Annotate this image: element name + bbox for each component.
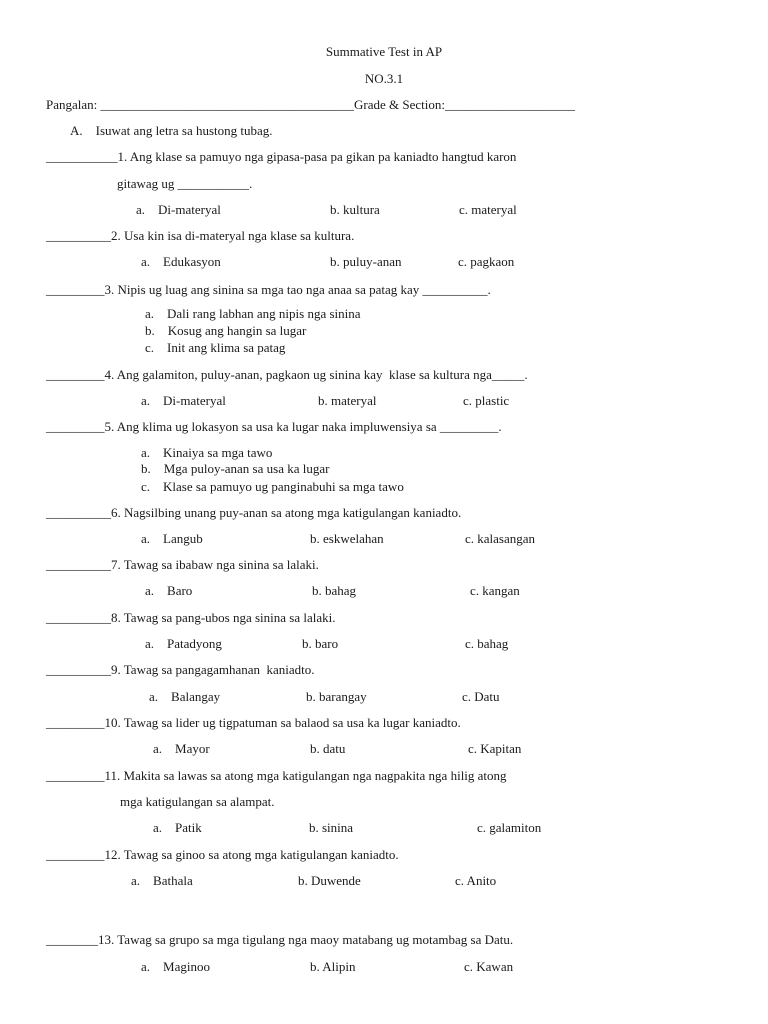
- question-4: _________4. Ang galamiton, puluy-anan, pagkaon ug sinina kay klase sa kultura nga_____.: [46, 367, 528, 382]
- question-7-choice-a: a. Baro: [145, 583, 193, 598]
- question-12: _________12. Tawag sa ginoo sa atong mga katigulangan kaniadto.: [46, 847, 399, 862]
- question-2: __________2. Usa kin isa di-materyal nga klase sa kultura.: [46, 228, 355, 243]
- question-8-choice-b: b. baro: [302, 636, 339, 651]
- question-5-choice-c: c. Klase sa pamuyo ug panginabuhi sa mga tawo: [141, 479, 404, 494]
- question-10-choice-c: c. Kapitan: [468, 741, 522, 756]
- question-13-choice-b: b. Alipin: [310, 959, 356, 974]
- question-4-choice-c: c. plastic: [463, 393, 510, 408]
- question-6: __________6. Nagsilbing unang puy-anan sa atong mga katigulangan kaniadto.: [46, 505, 462, 520]
- question-7-choice-b: b. bahag: [312, 583, 357, 598]
- question-12-choice-b: b. Duwende: [298, 873, 361, 888]
- name-grade-line: Pangalan: _______________________________________Grade & Section:____________________: [46, 97, 575, 112]
- question-8-choice-c: c. bahag: [465, 636, 509, 651]
- question-11-continuation: mga katigulangan sa alampat.: [120, 794, 275, 809]
- question-9: __________9. Tawag sa pangagamhanan kaniadto.: [46, 662, 315, 677]
- question-1-choice-a: a. Di-materyal: [136, 202, 221, 217]
- question-11-choice-a: a. Patik: [153, 820, 202, 835]
- question-8: __________8. Tawag sa pang-ubos nga sinina sa lalaki.: [46, 610, 336, 625]
- question-8-choice-a: a. Patadyong: [145, 636, 222, 651]
- question-9-choice-c: c. Datu: [462, 689, 500, 704]
- question-11: _________11. Makita sa lawas sa atong mga katigulangan nga nagpakita nga hilig atong: [46, 768, 507, 783]
- question-1-choice-c: c. materyal: [459, 202, 517, 217]
- question-1-choice-b: b. kultura: [330, 202, 380, 217]
- question-10: _________10. Tawag sa lider ug tigpatuman sa balaod sa usa ka lugar kaniadto.: [46, 715, 461, 730]
- question-6-choice-b: b. eskwelahan: [310, 531, 384, 546]
- question-3: _________3. Nipis ug luag ang sinina sa mga tao nga anaa sa patag kay __________.: [46, 282, 491, 297]
- question-13-choice-a: a. Maginoo: [141, 959, 210, 974]
- question-4-choice-a: a. Di-materyal: [141, 393, 226, 408]
- question-11-choice-b: b. sinina: [309, 820, 354, 835]
- question-12-choice-a: a. Bathala: [131, 873, 193, 888]
- question-6-choice-a: a. Langub: [141, 531, 203, 546]
- question-3-choice-a: a. Dali rang labhan ang nipis nga sinina: [145, 306, 361, 321]
- question-2-choice-c: c. pagkaon: [458, 254, 515, 269]
- question-10-choice-a: a. Mayor: [153, 741, 210, 756]
- section-a-instruction: A. Isuwat ang letra sa hustong tubag.: [70, 123, 273, 138]
- question-12-choice-c: c. Anito: [455, 873, 497, 888]
- question-6-choice-c: c. kalasangan: [465, 531, 536, 546]
- question-9-choice-a: a. Balangay: [149, 689, 221, 704]
- question-9-choice-b: b. barangay: [306, 689, 367, 704]
- test-title: Summative Test in AP: [325, 44, 443, 59]
- question-13-choice-c: c. Kawan: [464, 959, 514, 974]
- question-5: _________5. Ang klima ug lokasyon sa usa ka lugar naka impluwensiya sa _________.: [46, 419, 502, 434]
- question-1: ___________1. Ang klase sa pamuyo nga gipasa-pasa pa gikan pa kaniadto hangtud karon: [46, 149, 517, 164]
- test-number: NO.3.1: [364, 71, 404, 86]
- question-2-choice-b: b. puluy-anan: [330, 254, 402, 269]
- question-7-choice-c: c. kangan: [470, 583, 520, 598]
- question-10-choice-b: b. datu: [310, 741, 346, 756]
- question-2-choice-a: a. Edukasyon: [141, 254, 221, 269]
- question-5-choice-b: b. Mga puloy-anan sa usa ka lugar: [141, 461, 330, 476]
- question-3-choice-b: b. Kosug ang hangin sa lugar: [145, 323, 307, 338]
- question-3-choice-c: c. Init ang klima sa patag: [145, 340, 286, 355]
- question-5-choice-a: a. Kinaiya sa mga tawo: [141, 445, 273, 460]
- question-13: ________13. Tawag sa grupo sa mga tigulang nga maoy matabang ug motambag sa Datu.: [46, 932, 514, 947]
- question-7: __________7. Tawag sa ibabaw nga sinina sa lalaki.: [46, 557, 319, 572]
- question-11-choice-c: c. galamiton: [477, 820, 542, 835]
- question-4-choice-b: b. materyal: [318, 393, 377, 408]
- question-1-continuation: gitawag ug ___________.: [117, 176, 253, 191]
